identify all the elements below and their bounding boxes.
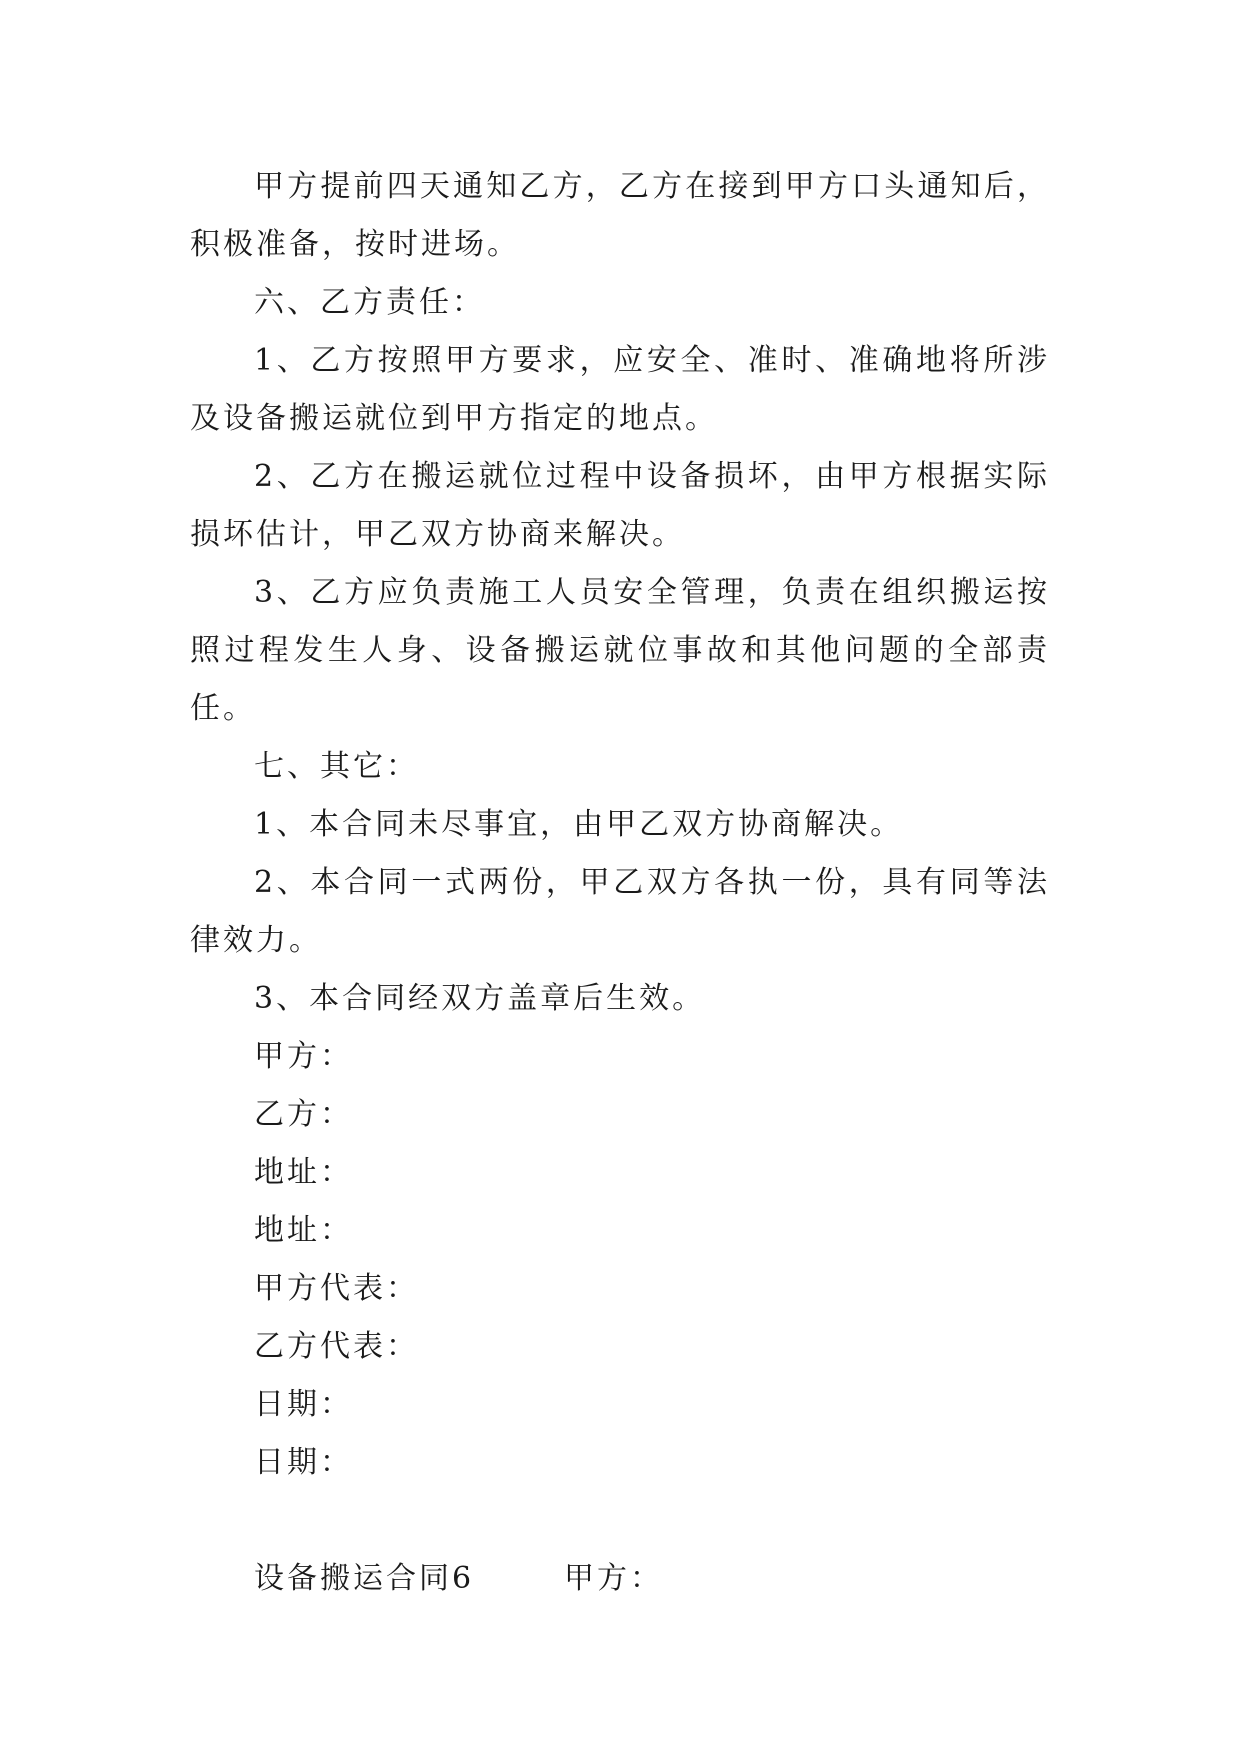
signature-field-date-b: 日期： — [254, 1445, 353, 1480]
clause-7-2: 2、本合同一式两份，甲乙双方各执一份，具有同等法律效力。 — [190, 865, 1050, 958]
section-heading-party-b-duties: 六、乙方责任： — [254, 285, 485, 320]
section-heading-other: 七、其它： — [254, 749, 419, 784]
next-contract-header — [190, 1550, 1050, 1608]
section-gap — [190, 1492, 1050, 1550]
signature-field-party-b: 乙方： — [254, 1097, 353, 1132]
clause-7-3: 3、本合同经双方盖章后生效。 — [254, 981, 706, 1016]
paragraph-notice: 甲方提前四天通知乙方，乙方在接到甲方口头通知后，积极准备，按时进场。 — [190, 169, 1050, 262]
signature-field-rep-a: 甲方代表： — [254, 1271, 419, 1306]
clause-6-1: 1、乙方按照甲方要求，应安全、准时、准确地将所涉及设备搬运就位到甲方指定的地点。 — [190, 343, 1050, 436]
signature-field-rep-b: 乙方代表： — [254, 1329, 419, 1364]
next-contract-party-a-label: 甲方： — [564, 1561, 663, 1596]
signature-field-date-a: 日期： — [254, 1387, 353, 1422]
clause-6-2: 2、乙方在搬运就位过程中设备损坏，由甲方根据实际损坏估计，甲乙双方协商来解决。 — [190, 459, 1050, 552]
signature-field-address-b: 地址： — [254, 1213, 353, 1248]
signature-field-party-a: 甲方： — [254, 1039, 353, 1074]
next-contract-title: 设备搬运合同6 — [254, 1561, 475, 1596]
document-body — [190, 158, 1050, 1608]
clause-7-1: 1、本合同未尽事宜，由甲乙双方协商解决。 — [254, 807, 904, 842]
clause-6-3: 3、乙方应负责施工人员安全管理，负责在组织搬运按照过程发生人身、设备搬运就位事故和其他问题的全部责任。 — [190, 575, 1050, 726]
signature-field-address-a: 地址： — [254, 1155, 353, 1190]
